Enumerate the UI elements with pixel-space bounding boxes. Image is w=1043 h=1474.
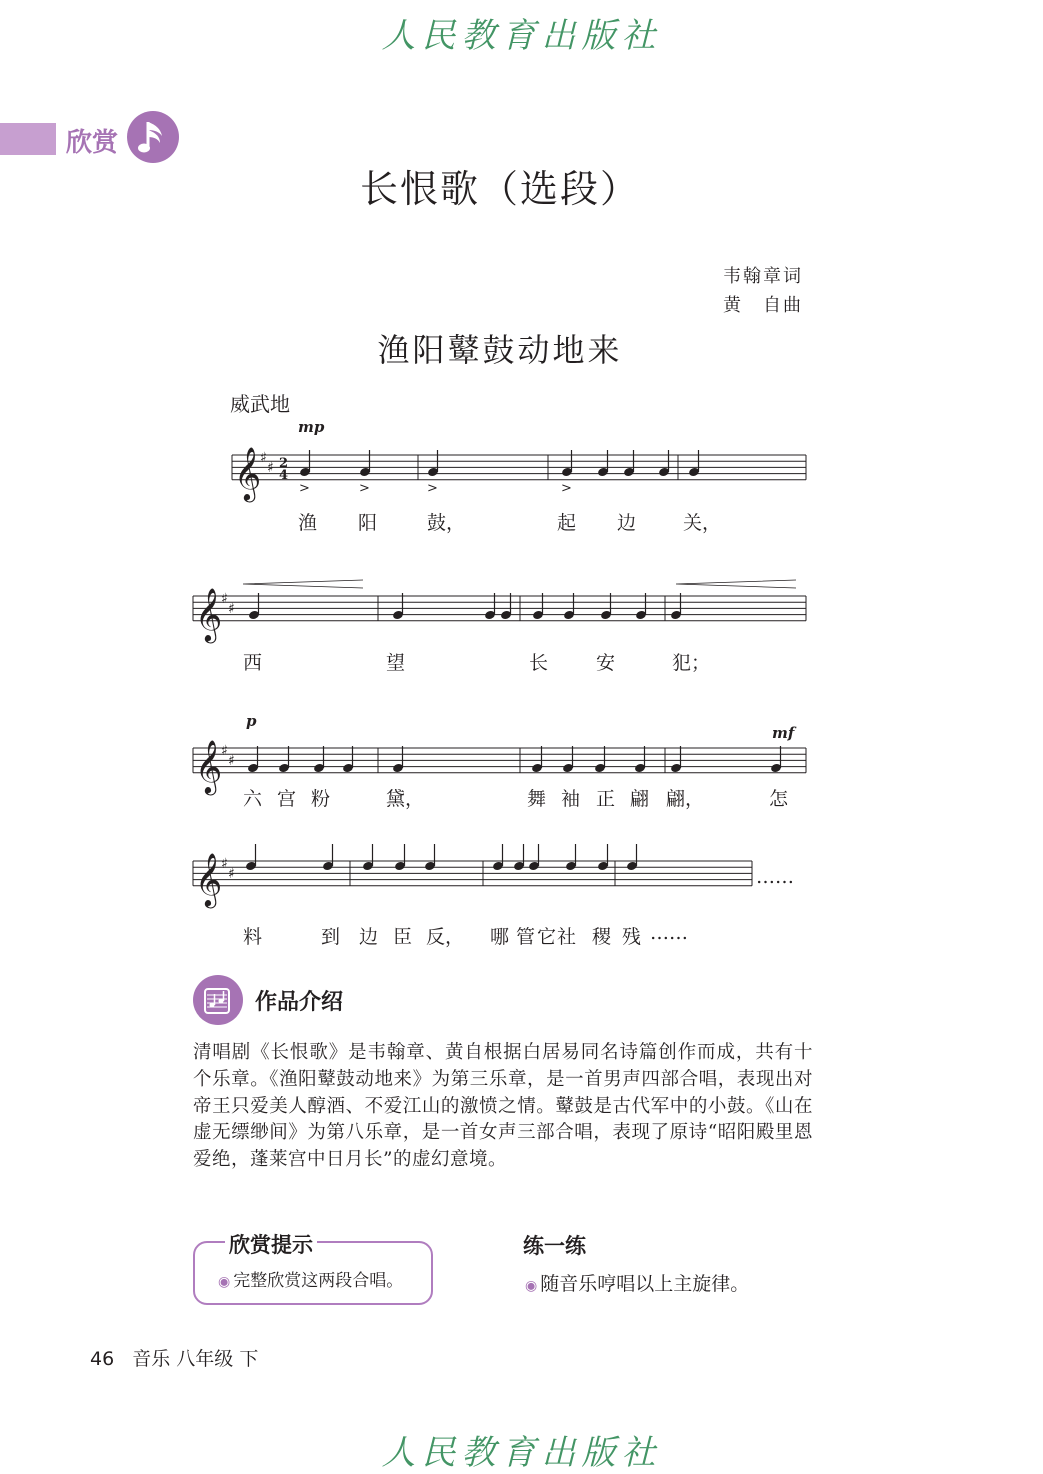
treble-clef-icon: 𝄞 xyxy=(234,445,262,500)
section-tag-label: 欣赏 xyxy=(66,128,119,158)
practice-item-text: 随音乐哼唱以上主旋律。 xyxy=(540,1273,750,1295)
time-signature-bottom: 4 xyxy=(279,468,289,483)
bullet-icon: ◉ xyxy=(218,1274,231,1290)
sharp-icon: ♯ xyxy=(221,856,228,872)
lyric-syllable: 长 xyxy=(529,652,549,674)
hint-title: 欣赏提示 xyxy=(225,1229,317,1259)
lyric-syllable: 望 xyxy=(386,652,406,674)
book-title: 音乐 八年级 下 xyxy=(132,1348,259,1370)
lyricist-credit: 韦翰章词 xyxy=(723,266,803,287)
lyric-syllable: 阳 xyxy=(358,512,378,534)
song-title: 渔阳鼙鼓动地来 xyxy=(377,331,623,369)
dynamic-p: p xyxy=(246,712,257,730)
lyric-syllable: 粉 xyxy=(311,788,331,810)
hint-item xyxy=(218,1266,403,1291)
sharp-icon: ♯ xyxy=(267,460,274,476)
continuation-mark: …… xyxy=(756,866,794,888)
accent-mark: > xyxy=(427,481,438,496)
lyric-syllable: 社 xyxy=(557,926,577,948)
accent-mark: > xyxy=(299,481,310,496)
lyric-syllable: 翩， xyxy=(666,788,705,810)
lyric-syllable: 起 xyxy=(557,512,577,534)
lyric-syllable: 残 xyxy=(622,926,642,948)
tempo-marking: 威武地 xyxy=(230,392,290,416)
lyric-syllable: 关， xyxy=(683,512,722,534)
lyric-syllable: 犯； xyxy=(672,652,711,674)
lyric-syllable: 怎 xyxy=(769,788,789,810)
lyric-syllable: 六 xyxy=(243,788,263,810)
lyric-syllable: 鼓， xyxy=(427,512,466,534)
sharp-icon: ♯ xyxy=(228,753,235,769)
scroll-music-icon xyxy=(192,974,244,1026)
lyric-syllable: …… xyxy=(650,922,688,944)
lyric-syllable: 反， xyxy=(426,926,465,948)
intro-text: 清唱剧《长恨歌》是韦翰章、黄自根据白居易同名诗篇创作而成，共有十个乐章。《渔阳鼙鼓动地来》为第三乐章，是一首男声四部合唱，表现出对帝王只爱美人醇酒、不爱江山的激愤之情。鼙鼓是古代军中的小鼓。《山在虚无缥缈间》为第八乐章，是一首女声三部合唱，表现了原诗“昭阳殿里恩爱绝，蓬莱宫中日月长”的虚幻意境。 xyxy=(193,1042,813,1171)
lyric-syllable: 黛， xyxy=(386,788,425,810)
composer-credit: 黄 自曲 xyxy=(723,295,803,316)
sharp-icon: ♯ xyxy=(228,866,235,882)
hairpin xyxy=(243,580,363,588)
lyric-syllable: 渔 xyxy=(298,512,318,534)
lyric-syllable: 臣 xyxy=(393,926,413,948)
sharp-icon: ♯ xyxy=(221,591,228,607)
lyric-syllable: 稷 xyxy=(592,926,612,948)
lyric-syllable: 安 xyxy=(596,652,616,674)
sharp-icon: ♯ xyxy=(228,601,235,617)
lyric-syllable: 翩 xyxy=(630,788,650,810)
lyric-syllable: 边 xyxy=(359,926,379,948)
page-title: 长恨歌（选段） xyxy=(359,167,640,211)
lyric-syllable: 西 xyxy=(243,652,263,674)
lyric-syllable: 正 xyxy=(596,788,616,810)
lyric-syllable: 它 xyxy=(537,926,557,948)
lyric-syllable: 袖 xyxy=(561,788,581,810)
hairpin xyxy=(676,580,796,588)
sharp-icon: ♯ xyxy=(260,450,267,466)
treble-clef-icon: 𝄞 xyxy=(195,851,223,906)
lyric-syllable: 边 xyxy=(617,512,637,534)
page-number: 46 xyxy=(90,1348,115,1370)
publisher-watermark-bottom: 人民教育出版社 xyxy=(381,1433,662,1473)
bullet-icon: ◉ xyxy=(525,1278,538,1294)
practice-item xyxy=(525,1269,749,1296)
treble-clef-icon: 𝄞 xyxy=(195,586,223,641)
dynamic-mp: mp xyxy=(298,418,325,436)
lyric-syllable: 管 xyxy=(516,926,536,948)
dynamic-mf: mf xyxy=(772,724,795,742)
intro-heading: 作品介绍 xyxy=(255,990,344,1015)
lyric-syllable: 宫 xyxy=(277,788,297,810)
lyric-syllable: 料 xyxy=(243,926,263,948)
time-signature-top: 2 xyxy=(279,456,289,471)
accent-mark: > xyxy=(359,481,370,496)
hint-item-text: 完整欣赏这两段合唱。 xyxy=(233,1271,404,1291)
lyric-syllable: 到 xyxy=(321,926,341,948)
practice-title: 练一练 xyxy=(523,1234,586,1258)
lyric-syllable: 舞 xyxy=(527,788,547,810)
treble-clef-icon: 𝄞 xyxy=(195,738,223,793)
publisher-watermark-top: 人民教育出版社 xyxy=(381,16,662,56)
lyric-syllable: 哪 xyxy=(490,926,510,948)
page-footer xyxy=(90,1344,258,1371)
sharp-icon: ♯ xyxy=(221,743,228,759)
accent-mark: > xyxy=(561,481,572,496)
